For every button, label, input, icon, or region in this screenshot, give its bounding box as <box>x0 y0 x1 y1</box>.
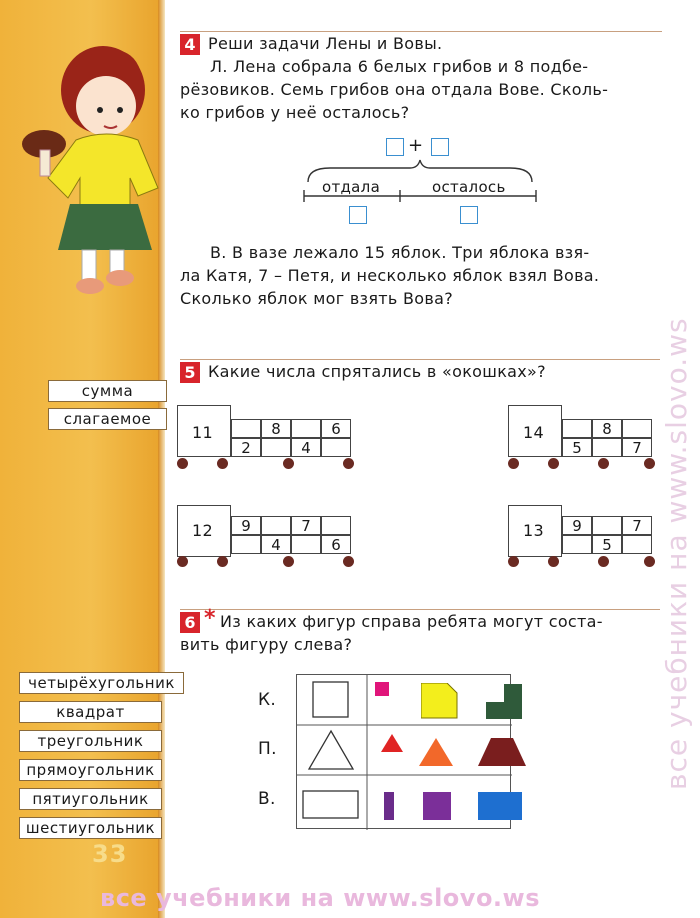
train-wheel <box>548 458 559 469</box>
train-wheel <box>598 556 609 567</box>
train-wheel <box>548 556 559 567</box>
task-number-badge: 6 <box>180 612 200 633</box>
train-wheel <box>283 458 294 469</box>
answer-box[interactable] <box>349 206 367 224</box>
segment-label: отдала <box>322 178 381 196</box>
train-cell[interactable] <box>261 516 291 535</box>
plus-sign: + <box>408 135 424 156</box>
small-triangle-piece <box>381 734 403 752</box>
train-cell[interactable]: 8 <box>261 419 291 438</box>
train-cell[interactable]: 6 <box>321 419 351 438</box>
train-wheel <box>217 556 228 567</box>
pentagon-piece <box>421 683 459 719</box>
problem-line: В. В вазе лежало 15 яблок. Три яблока взя- <box>210 243 590 262</box>
train-cell[interactable] <box>261 438 291 457</box>
girl-illustration <box>18 28 168 308</box>
train-cell[interactable] <box>562 535 592 554</box>
trapezoid-piece <box>478 738 526 766</box>
train-cell[interactable] <box>592 516 622 535</box>
task-number-badge: 4 <box>180 34 200 55</box>
train-wheel <box>508 556 519 567</box>
train-wheel <box>343 556 354 567</box>
train-cell[interactable] <box>622 535 652 554</box>
train-cell[interactable]: 2 <box>231 438 261 457</box>
train-wheel <box>343 458 354 469</box>
train-cell[interactable] <box>622 419 652 438</box>
watermark-vertical: все учебники на www.slovo.ws <box>660 317 693 790</box>
train-number: 11 <box>192 423 213 442</box>
hexagon-piece <box>486 684 524 720</box>
train-wheel <box>508 458 519 469</box>
small-square-piece <box>375 682 389 696</box>
narrow-rectangle-piece <box>384 792 394 820</box>
train-wheel <box>217 458 228 469</box>
train-cell[interactable]: 6 <box>321 535 351 554</box>
problem-line: Л. Лена собрала 6 белых грибов и 8 подбе- <box>210 57 589 76</box>
train-wheel <box>644 556 655 567</box>
task-title: Какие числа спрятались в «окошках»? <box>208 362 546 381</box>
train-wheel <box>177 458 188 469</box>
train-cell[interactable]: 5 <box>562 438 592 457</box>
train-cell[interactable]: 5 <box>592 535 622 554</box>
train-cell[interactable] <box>592 438 622 457</box>
train-wheel <box>177 556 188 567</box>
triangle-piece <box>419 738 453 766</box>
train-cell[interactable] <box>291 419 321 438</box>
train-cell[interactable] <box>562 419 592 438</box>
square-piece <box>423 792 451 820</box>
problem-line: ла Катя, 7 – Петя, и несколько яблок взял Вова. <box>180 266 600 285</box>
term-label: четырёхугольник <box>19 672 184 694</box>
term-label: треугольник <box>19 730 162 752</box>
term-label: шестиугольник <box>19 817 162 839</box>
row-label: В. <box>258 789 276 809</box>
segment-label: осталось <box>432 178 506 196</box>
train-cell[interactable]: 4 <box>291 438 321 457</box>
term-label: слагаемое <box>48 408 167 430</box>
train-number: 13 <box>523 521 544 540</box>
answer-box[interactable] <box>460 206 478 224</box>
rectangle-piece <box>478 792 522 820</box>
train-cell[interactable] <box>321 516 351 535</box>
answer-box[interactable] <box>431 138 449 156</box>
term-label: сумма <box>48 380 167 402</box>
triangle-shape <box>307 729 355 771</box>
task-title-line2: вить фигуру слева? <box>180 635 353 654</box>
problem-line: ко грибов у неё осталось? <box>180 103 410 122</box>
train-wheel <box>598 458 609 469</box>
train-cell[interactable]: 7 <box>622 438 652 457</box>
train-number: 14 <box>523 423 544 442</box>
task-title: Реши задачи Лены и Вовы. <box>208 34 443 53</box>
problem-line: рёзовиков. Семь грибов она отдала Вове. Сколь- <box>180 80 609 99</box>
train-cell[interactable]: 7 <box>622 516 652 535</box>
task-number-badge: 5 <box>180 362 200 383</box>
answer-box[interactable] <box>386 138 404 156</box>
train-cell[interactable]: 4 <box>261 535 291 554</box>
watermark-footer: все учебники на www.slovo.ws <box>100 884 540 912</box>
term-label: пятиугольник <box>19 788 162 810</box>
train-cell[interactable]: 9 <box>562 516 592 535</box>
section-rule <box>180 609 660 610</box>
train-number: 12 <box>192 521 213 540</box>
train-cell[interactable] <box>231 419 261 438</box>
term-label: прямоугольник <box>19 759 162 781</box>
train-wheel <box>283 556 294 567</box>
section-rule <box>180 31 662 32</box>
train-cell[interactable] <box>231 535 261 554</box>
train-cell[interactable]: 9 <box>231 516 261 535</box>
page-number: 33 <box>92 840 128 868</box>
train-cell[interactable]: 8 <box>592 419 622 438</box>
problem-line: Сколько яблок мог взять Вова? <box>180 289 454 308</box>
row-label: К. <box>258 690 277 710</box>
section-rule <box>180 359 660 360</box>
square-shape <box>312 681 350 719</box>
train-cell[interactable] <box>291 535 321 554</box>
task-title: Из каких фигур справа ребята могут соста- <box>220 612 603 631</box>
train-cell[interactable] <box>321 438 351 457</box>
row-label: П. <box>258 739 277 759</box>
train-wheel <box>644 458 655 469</box>
train-cell[interactable]: 7 <box>291 516 321 535</box>
rectangle-shape <box>302 790 360 820</box>
term-label: квадрат <box>19 701 162 723</box>
star-mark: * <box>204 606 216 631</box>
